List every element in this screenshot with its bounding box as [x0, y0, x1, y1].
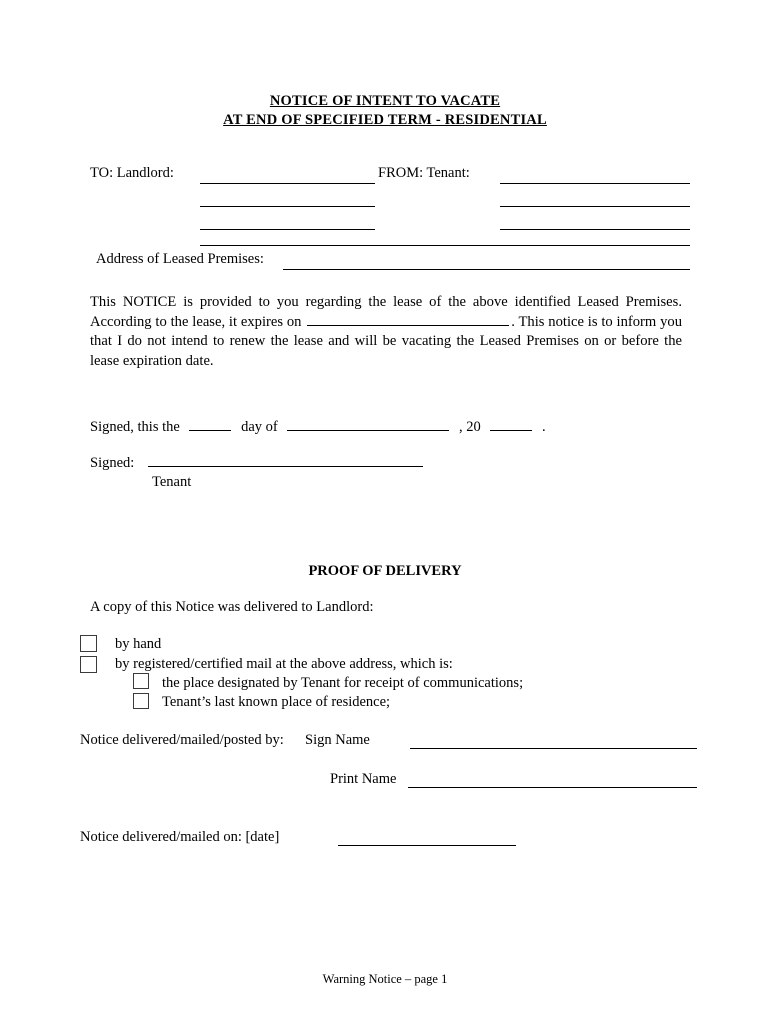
proof-of-delivery-heading: PROOF OF DELIVERY — [308, 563, 462, 579]
print-name-label: Print Name — [330, 771, 397, 787]
year-prefix-label: , 20 — [458, 419, 481, 435]
landlord-line-3[interactable] — [200, 229, 375, 230]
parties-row-1 — [90, 163, 700, 186]
address-row — [90, 251, 700, 278]
body-text-part-1: This NOTICE is provided to you regarding the lease of the above identified Leased Premises. According to the lease, it expires on — [90, 294, 682, 330]
tenant-line-2[interactable] — [500, 206, 690, 207]
signed-date-row — [90, 419, 700, 436]
to-landlord-label: TO: Landlord: — [90, 165, 174, 181]
body-text-part-2: . This notice is to inform you that I do not intend to renew the lease and will be vacating the Leased Premises on or before the lease expiration date. — [90, 313, 682, 369]
signed-this-the-label: Signed, this the — [90, 419, 180, 435]
tenant-caption: Tenant — [152, 474, 192, 490]
tenant-line-3[interactable] — [500, 229, 690, 230]
signed-label: Signed: — [90, 455, 135, 471]
title-line-1: NOTICE OF INTENT TO VACATE — [269, 93, 501, 109]
option-by-hand-label: by hand — [115, 636, 162, 652]
delivered-on-label: Notice delivered/mailed on: [date] — [80, 829, 280, 845]
address-line[interactable] — [283, 269, 690, 270]
title-line-2: AT END OF SPECIFIED TERM - RESIDENTIAL — [223, 112, 547, 128]
from-tenant-label: FROM: Tenant: — [378, 165, 470, 181]
sign-name-line[interactable] — [410, 748, 697, 749]
month-line[interactable] — [287, 430, 449, 431]
checkbox-by-hand[interactable] — [80, 635, 97, 652]
landlord-line-1[interactable] — [200, 183, 375, 184]
signed-row — [90, 455, 700, 472]
checkbox-registered-mail[interactable] — [80, 656, 97, 673]
day-of-label: day of — [241, 419, 278, 435]
checkbox-last-known-residence[interactable] — [133, 693, 149, 709]
year-line[interactable] — [490, 430, 532, 431]
page-footer: Warning Notice – page 1 — [322, 972, 448, 986]
period-label: . — [541, 419, 546, 435]
expiration-date-line[interactable] — [307, 325, 509, 326]
parties-row-3 — [90, 209, 700, 232]
sub-option-last-known-label: Tenant’s last known place of residence; — [162, 694, 391, 710]
signature-line[interactable] — [148, 466, 423, 467]
delivered-on-line[interactable] — [338, 845, 516, 846]
tenant-line-1[interactable] — [500, 183, 690, 184]
day-line[interactable] — [189, 430, 231, 431]
document-title — [0, 92, 770, 130]
checkbox-designated-place[interactable] — [133, 673, 149, 689]
body-paragraph — [90, 293, 682, 371]
sub-option-designated-label: the place designated by Tenant for receipt of communications; — [162, 675, 524, 691]
landlord-line-2[interactable] — [200, 206, 375, 207]
full-width-line[interactable] — [200, 245, 690, 246]
proof-intro-text: A copy of this Notice was delivered to Landlord: — [90, 599, 374, 615]
print-name-line[interactable] — [408, 787, 697, 788]
option-registered-mail-label: by registered/certified mail at the above address, which is: — [115, 656, 453, 672]
address-label: Address of Leased Premises: — [96, 251, 264, 267]
delivered-by-label: Notice delivered/mailed/posted by: — [80, 732, 284, 748]
parties-row-2 — [90, 186, 700, 209]
sign-name-label: Sign Name — [305, 732, 370, 748]
parties-block — [90, 163, 700, 278]
